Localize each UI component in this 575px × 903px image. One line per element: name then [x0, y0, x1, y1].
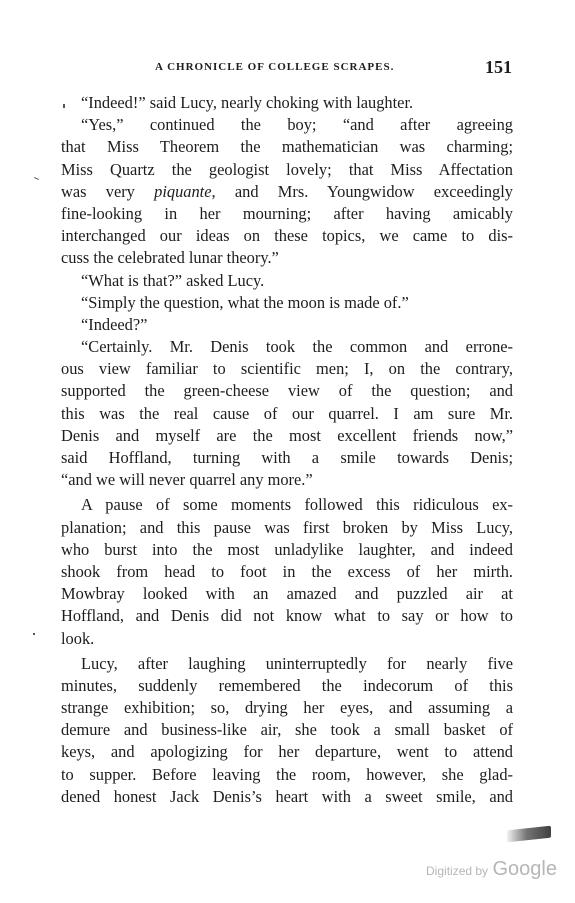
text-line: ous view familiar to scientific men; I, on the contrary, [61, 359, 513, 379]
text-line: “Indeed!” said Lucy, nearly choking with laughter. [81, 93, 414, 112]
text-line: Lucy, after laughing uninterruptedly for nearly five [81, 653, 513, 673]
print-speck [63, 104, 65, 108]
text-line: planation; and this pause was first broken by Miss Lucy, [61, 517, 513, 537]
text-line: keys, and apologizing for her departure, went to attend [61, 742, 513, 762]
page-number: 151 [485, 57, 512, 77]
text-line: strange exhibition; so, drying her eyes, and assuming a [61, 698, 513, 718]
text-segment: was very [61, 181, 155, 201]
body-text [61, 92, 513, 808]
print-speck [34, 177, 39, 180]
text-line: “Simply the question, what the moon is made of.” [81, 292, 409, 312]
watermark-brand: Google [492, 858, 557, 880]
text-line: minutes, suddenly remembered the indecorum of this [61, 675, 513, 695]
text-line: “What is that?” asked Lucy. [81, 270, 265, 290]
text-line: fine-looking in her mourning; after having amicably [61, 203, 513, 223]
text-line: Hoffland, and Denis did not know what to say or how to [61, 606, 513, 626]
text-line: said Hoffland, turning with a smile towards Denis; [61, 448, 513, 467]
text-line: to supper. Before leaving the room, however, she glad- [61, 764, 513, 784]
ink-smudge [507, 826, 551, 843]
text-line: shook from head to foot in the excess of her mirth. [61, 561, 513, 581]
text-line: Denis and myself are the most excellent friends now,” [61, 425, 513, 445]
italic-word: piquante [154, 181, 212, 201]
text-line: supported the green-cheese view of the question; and [61, 381, 513, 401]
text-line: dened honest Jack Denis’s heart with a sweet smile, and [61, 786, 513, 806]
watermark-prefix: Digitized by [426, 864, 489, 878]
running-head: A CHRONICLE OF COLLEGE SCRAPES. [155, 61, 395, 73]
page-header [60, 57, 512, 81]
text-line [61, 181, 513, 203]
text-line: “Yes,” continued the boy; “and after agreeing [81, 115, 513, 135]
digitized-watermark [426, 858, 557, 881]
text-line: “Certainly. Mr. Denis took the common and errone- [81, 337, 513, 357]
text-line: demure and business-like air, she took a small basket of [61, 720, 513, 740]
text-line: “Indeed?” [81, 314, 148, 334]
text-line: Miss Quartz the geologist lovely; that Miss Affectation [61, 159, 513, 179]
text-line: interchanged our ideas on these topics, we came to dis- [61, 226, 513, 246]
text-line: Mowbray looked with an amazed and puzzled air at [61, 584, 513, 604]
text-line: A pause of some moments followed this ridiculous ex- [81, 495, 513, 515]
text-line: that Miss Theorem the mathematician was charming; [61, 137, 513, 157]
text-line: cuss the celebrated lunar theory.” [61, 248, 279, 268]
text-line: look. [61, 628, 95, 648]
text-line: who burst into the most unladylike laughter, and indeed [61, 539, 513, 559]
text-line: “and we will never quarrel any more.” [61, 470, 313, 490]
print-speck [33, 633, 35, 635]
text-line: this was the real cause of our quarrel. I am sure Mr. [61, 403, 513, 423]
text-segment: , and Mrs. Youngwidow exceedingly [211, 181, 513, 201]
